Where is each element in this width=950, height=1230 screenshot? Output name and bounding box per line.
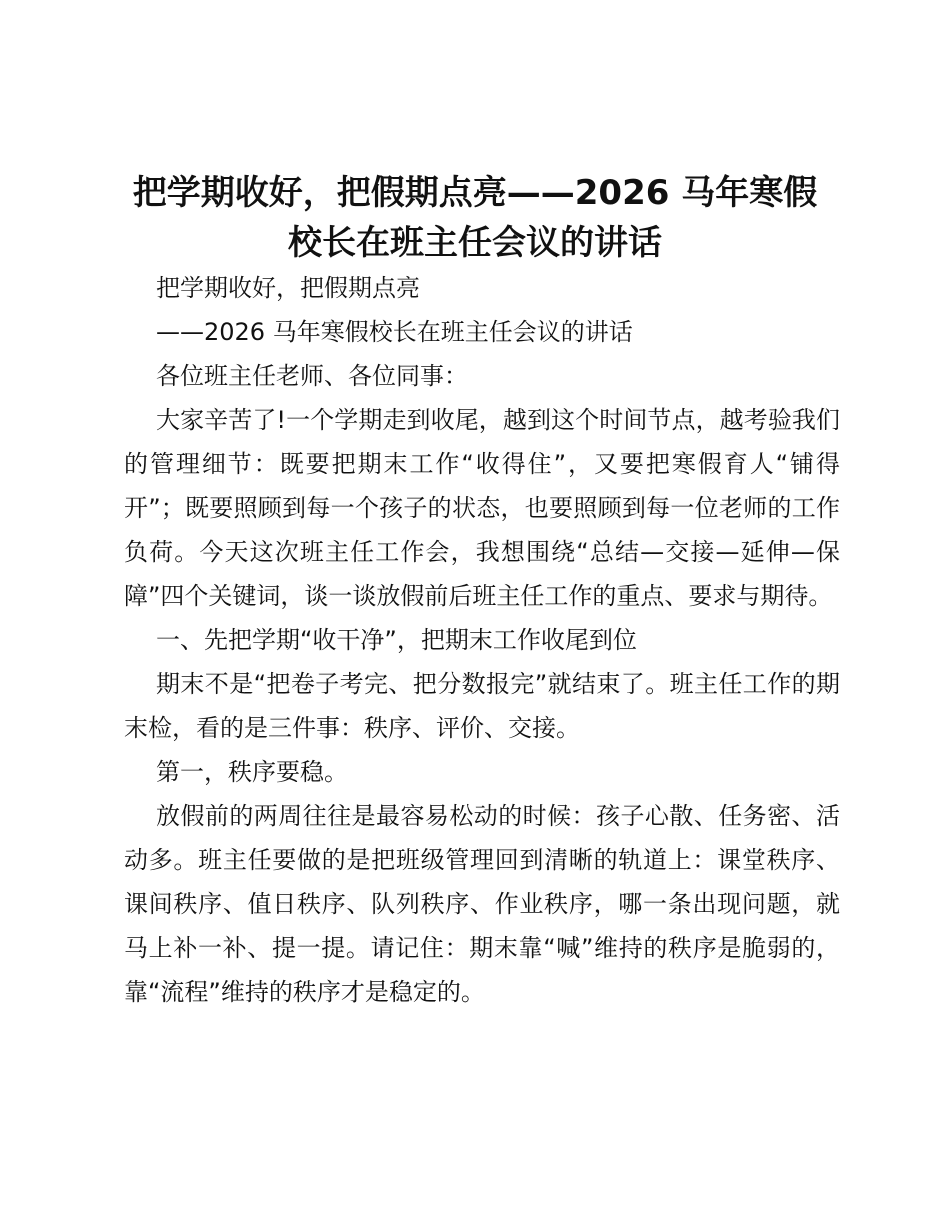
intro-paragraph: 大家辛苦了!一个学期走到收尾，越到这个时间节点，越考验我们的管理细节：既要把期末工作“收得住”，又要把寒假育人“铺得开”；既要照顾到每一个孩子的状态，也要照顾到每一位老师的工作负荷。今天这次班主任工作会，我想围绕“总结—交接—延伸—保障”四个关键词，谈一谈放假前后班主任工作的重点、要求与期待。 — [124, 406, 840, 610]
title-line-2: 校长在班主任会议的讲话 — [288, 223, 662, 263]
body-paragraph-2: 放假前的两周往往是最容易松动的时候：孩子心散、任务密、活动多。班主任要做的是把班级管理回到清晰的轨道上：课堂秩序、课间秩序、值日秩序、队列秩序、作业秩序，哪一条出现问题，就马上补一补、提一提。请记住：期末靠“喊”维持的秩序是脆弱的，靠“流程”维持的秩序才是稳定的。 — [124, 802, 840, 1006]
title-line-1: 把学期收好，把假期点亮——2026 马年寒假 — [132, 173, 818, 213]
section-heading: 一、先把学期“收干净”，把期末工作收尾到位 — [156, 626, 637, 654]
subtitle-paragraph-2: ——2026 马年寒假校长在班主任会议的讲话 — [156, 318, 633, 346]
document-body — [124, 266, 840, 1014]
point-heading: 第一，秩序要稳。 — [156, 758, 348, 786]
salutation-paragraph: 各位班主任老师、各位同事： — [156, 362, 468, 390]
subtitle-paragraph: 把学期收好，把假期点亮 — [156, 274, 420, 302]
document-title — [110, 168, 840, 268]
body-paragraph: 期末不是“把卷子考完、把分数报完”就结束了。班主任工作的期末检，看的是三件事：秩序、评价、交接。 — [124, 670, 840, 742]
